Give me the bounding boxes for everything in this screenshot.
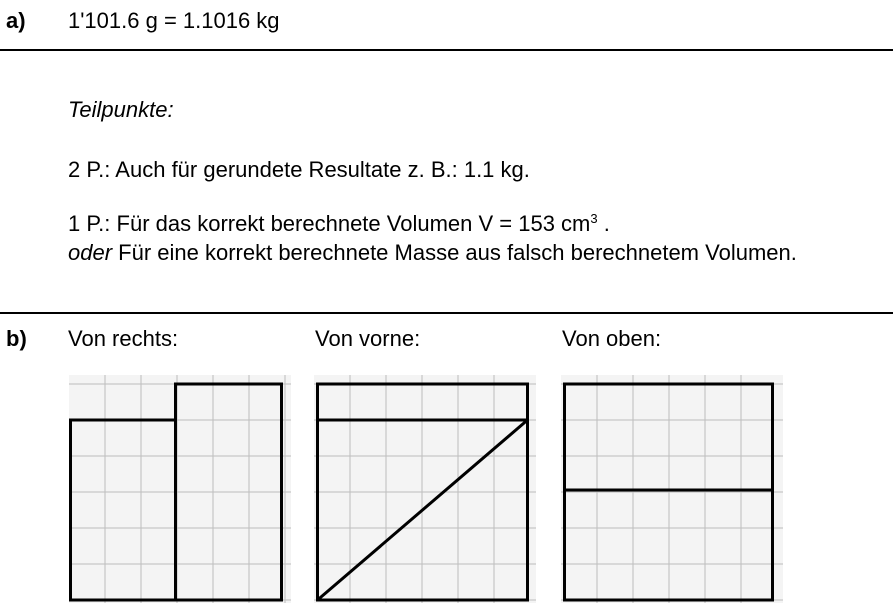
view-title-top: Von oben:: [562, 326, 662, 351]
part-a-label: a): [6, 8, 26, 33]
view-right-diagram: [69, 375, 291, 603]
view-title-front: Von vorne:: [315, 326, 421, 351]
part-a-result: 1'101.6 g = 1.1016 kg: [68, 8, 280, 33]
oder-word: oder: [68, 240, 113, 265]
divider-top: [0, 49, 893, 51]
view-title-right: Von rechts:: [68, 326, 179, 351]
cubic-exponent: 3: [590, 211, 598, 226]
view-front-diagram: [314, 375, 536, 603]
scoring-line-oder: [68, 240, 797, 266]
oder-rest: Für eine korrekt berechnete Masse aus falsch berechnetem Volumen.: [112, 240, 797, 265]
view-right-svg: [69, 375, 291, 603]
scoring-line-1p-end: .: [597, 211, 610, 236]
scoring-line-1p: [68, 211, 610, 237]
view-top-svg: [561, 375, 783, 603]
teilpunkte-heading: Teilpunkte:: [68, 97, 174, 122]
view-right-left-block: [71, 420, 176, 600]
divider-middle: [0, 312, 893, 314]
view-top-diagram: [561, 375, 783, 603]
part-b-label: b): [6, 326, 27, 351]
scoring-line-1p-text: 1 P.: Für das korrekt berechnete Volumen V = 153 cm: [68, 211, 591, 236]
view-front-svg: [314, 375, 536, 603]
view-right-grid: [69, 375, 291, 603]
scoring-line-2p: 2 P.: Auch für gerundete Resultate z. B.: 1.1 kg.: [68, 157, 530, 182]
view-front-grid: [314, 375, 536, 603]
